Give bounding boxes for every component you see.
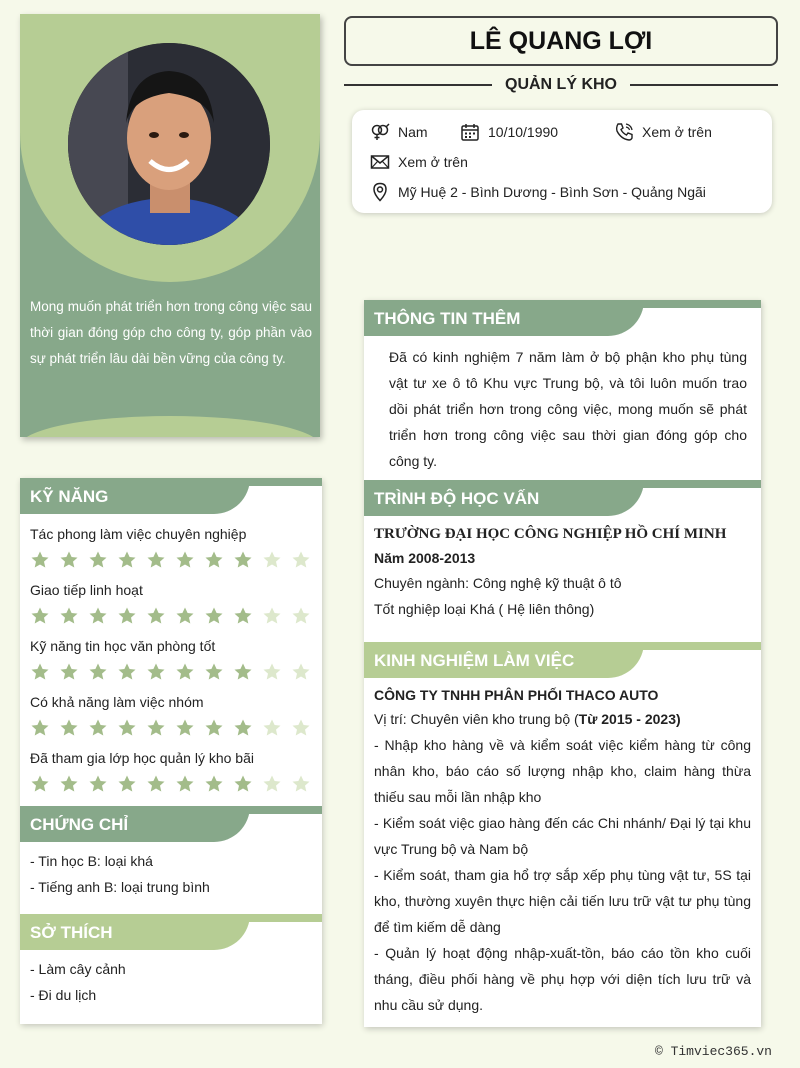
skill-rating (30, 660, 312, 684)
job-role (374, 706, 751, 732)
star-icon (117, 606, 137, 626)
experience-title: KINH NGHIỆM LÀM VIỆC (364, 642, 644, 678)
certificates-title: CHỨNG CHỈ (20, 806, 250, 842)
star-icon (59, 606, 79, 626)
star-icon (88, 550, 108, 570)
about-title: THÔNG TIN THÊM (364, 300, 644, 336)
star-icon (30, 550, 50, 570)
star-icon (175, 662, 195, 682)
gender-icon (370, 122, 390, 142)
skill-item (30, 694, 312, 740)
skill-name: Có khả năng làm việc nhóm (30, 694, 204, 710)
about-text: Đã có kinh nghiệm 7 năm làm ở bộ phận kho phụ tùng vật tư xe ô tô Khu vực Trung bộ, và tôi luôn muốn trao dồi phát triển hơn trong công việc, mong muốn sẽ phát triển hơn trong công việc sau thời gian đóng góp cho công ty. (389, 349, 747, 469)
skill-item (30, 750, 312, 796)
job-role-label: Vị trí: Chuyên viên kho trung bộ ( (374, 711, 579, 727)
skill-name: Đã tham gia lớp học quản lý kho bãi (30, 750, 254, 766)
address-item (370, 182, 706, 202)
star-icon (204, 606, 224, 626)
star-icon (117, 718, 137, 738)
experience-section (364, 678, 761, 1024)
email-item (370, 152, 468, 172)
gender-value: Nam (398, 124, 428, 140)
job-role-period: Từ 2015 - 2023) (578, 711, 681, 727)
company-name: CÔNG TY TNHH PHÂN PHỐI THACO AUTO (374, 687, 659, 703)
education-grade: Tốt nghiệp loại Khá ( Hệ liên thông) (374, 601, 595, 617)
skill-item (30, 526, 312, 572)
career-objective: Mong muốn phát triển hơn trong công việc sau thời gian đóng góp cho công ty, góp phần vào sự phát triển lâu dài bền vững của công ty. (30, 299, 312, 366)
skill-name: Kỹ năng tin học văn phòng tốt (30, 638, 216, 654)
list-item: - Tin học B: loại khá (30, 853, 153, 869)
address-value: Mỹ Huệ 2 - Bình Dương - Bình Sơn - Quảng Ngãi (398, 184, 706, 200)
gender-item (370, 122, 428, 142)
position-title: QUẢN LÝ KHO (505, 76, 617, 93)
skills-title: KỸ NĂNG (20, 478, 250, 514)
star-icon (233, 606, 253, 626)
star-icon (59, 718, 79, 738)
duty-item: - Kiểm soát việc giao hàng đến các Chi nhánh/ Đại lý tại khu vực Trung bộ và Nam bộ (374, 815, 751, 857)
star-icon (262, 774, 282, 794)
divider-right (630, 84, 778, 86)
skill-rating (30, 604, 312, 628)
certificates-list (20, 842, 322, 906)
star-icon (117, 774, 137, 794)
avatar-image (68, 43, 270, 245)
education-section (364, 516, 761, 628)
star-icon (262, 606, 282, 626)
phone-value: Xem ở trên (642, 124, 712, 140)
star-icon (117, 550, 137, 570)
star-icon (233, 550, 253, 570)
star-icon (204, 550, 224, 570)
bottom-arc (20, 416, 320, 437)
star-icon (291, 774, 311, 794)
star-icon (175, 606, 195, 626)
education-title: TRÌNH ĐỘ HỌC VẤN (364, 480, 644, 516)
star-icon (233, 662, 253, 682)
skills-header (20, 478, 322, 514)
star-icon (204, 662, 224, 682)
star-icon (204, 718, 224, 738)
star-icon (146, 718, 166, 738)
star-icon (175, 550, 195, 570)
location-icon (370, 182, 390, 202)
calendar-icon (460, 122, 480, 142)
star-icon (59, 774, 79, 794)
candidate-name: LÊ QUANG LỢI (344, 16, 778, 66)
email-value: Xem ở trên (398, 154, 468, 170)
star-icon (291, 718, 311, 738)
profile-card (20, 14, 320, 437)
star-icon (262, 662, 282, 682)
about-header (364, 300, 761, 336)
star-icon (262, 718, 282, 738)
star-icon (262, 550, 282, 570)
star-icon (146, 550, 166, 570)
duty-item: - Kiểm soát, tham gia hổ trợ sắp xếp phụ tùng vật tư, 5S tại kho, thường xuyên thực hiện cải tiến lưu trữ vật tư phụ tùng để tìm kiếm dễ dàng (374, 867, 751, 935)
list-item: - Tiếng anh B: loại trung bình (30, 879, 210, 895)
star-icon (30, 662, 50, 682)
star-icon (88, 662, 108, 682)
contact-box (352, 110, 772, 213)
avatar (68, 43, 270, 245)
birthday-item (460, 122, 558, 142)
certificates-header (20, 806, 322, 842)
star-icon (59, 550, 79, 570)
star-icon (233, 774, 253, 794)
education-major: Chuyên ngành: Công nghệ kỹ thuật ô tô (374, 575, 622, 591)
star-icon (233, 718, 253, 738)
star-icon (88, 718, 108, 738)
skill-name: Giao tiếp linh hoạt (30, 582, 143, 598)
star-icon (30, 718, 50, 738)
phone-icon (614, 122, 634, 142)
star-icon (291, 606, 311, 626)
skill-rating (30, 548, 312, 572)
skill-name: Tác phong làm việc chuyên nghiệp (30, 526, 247, 542)
skills-list (20, 514, 322, 796)
star-icon (204, 774, 224, 794)
skill-item (30, 638, 312, 684)
star-icon (146, 606, 166, 626)
position-row (344, 74, 778, 96)
star-icon (291, 550, 311, 570)
star-icon (59, 662, 79, 682)
footer-credit: © Timviec365.vn (654, 1044, 772, 1059)
star-icon (117, 662, 137, 682)
star-icon (175, 774, 195, 794)
email-icon (370, 152, 390, 172)
star-icon (175, 718, 195, 738)
duty-item: - Nhập kho hàng về và kiểm soát việc kiểm hàng từ công nhân kho, báo cáo số lượng nhập kho, claim hàng thừa thiếu sau mỗi lần nhập kho (374, 737, 751, 805)
star-icon (88, 774, 108, 794)
school-name: TRƯỜNG ĐẠI HỌC CÔNG NGHIỆP HỒ CHÍ MINH (374, 526, 727, 542)
star-icon (146, 662, 166, 682)
birthday-value: 10/10/1990 (488, 124, 559, 140)
hobbies-title: SỞ THÍCH (20, 914, 250, 950)
skill-rating (30, 716, 312, 740)
star-icon (146, 774, 166, 794)
list-item: - Làm cây cảnh (30, 961, 126, 977)
star-icon (88, 606, 108, 626)
experience-header (364, 642, 761, 678)
left-column (20, 478, 322, 1024)
education-years: Năm 2008-2013 (374, 550, 476, 566)
right-column (364, 300, 761, 1027)
skill-rating (30, 772, 312, 796)
skill-item (30, 582, 312, 628)
list-item: - Đi du lịch (30, 987, 97, 1003)
star-icon (30, 606, 50, 626)
star-icon (30, 774, 50, 794)
phone-item (614, 122, 712, 142)
star-icon (291, 662, 311, 682)
hobbies-list (20, 950, 322, 1014)
hobbies-header (20, 914, 322, 950)
duty-item: - Quản lý hoạt động nhập-xuất-tồn, báo cáo tồn kho cuối tháng, điều phối hàng về phụ hợp với diện tích lưu trữ và nhu cầu sử dụng. (374, 945, 751, 1013)
education-header (364, 480, 761, 516)
